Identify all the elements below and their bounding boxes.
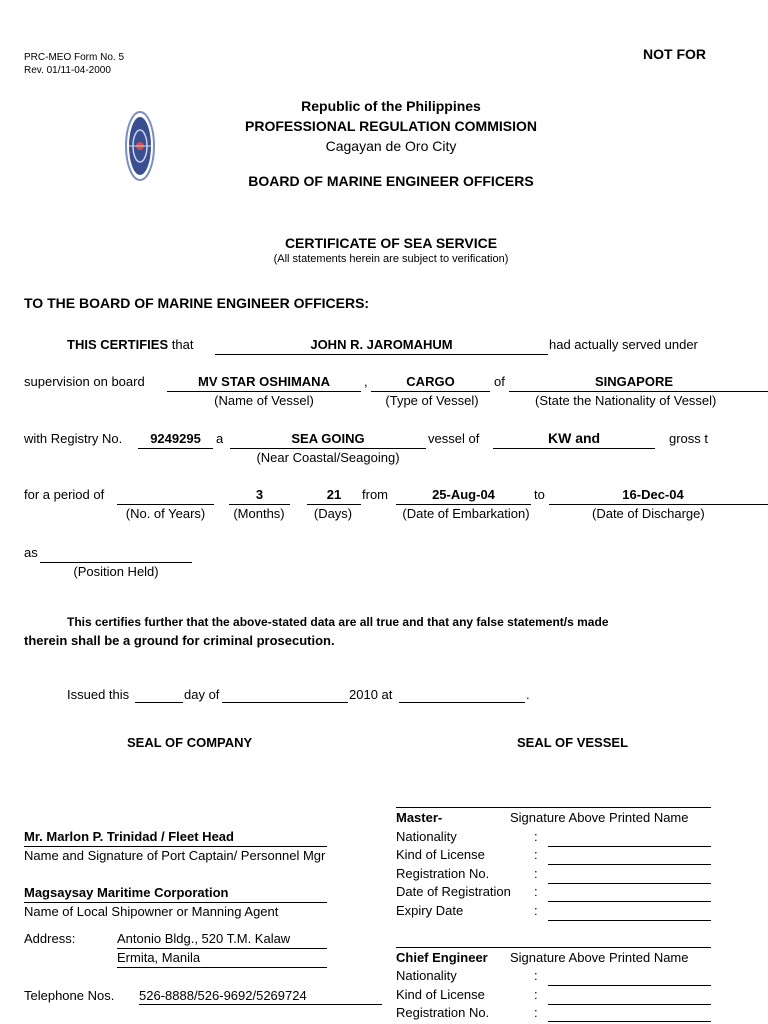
certifies-that: that [171, 337, 194, 352]
certifies-lead [67, 337, 193, 352]
months-line [229, 504, 290, 505]
republic-heading: Republic of the Philippines [301, 98, 481, 114]
master-field-expiry: Expiry Date [396, 903, 464, 918]
registry-line [138, 448, 213, 449]
commission-heading: PROFESSIONAL REGULATION COMMISION [245, 118, 537, 134]
of-text: of [494, 374, 505, 389]
address-line-1: Antonio Bldg., 520 T.M. Kalaw [117, 931, 291, 946]
chief-signature-line [396, 947, 711, 948]
chief-colon: : [534, 987, 538, 1002]
master-field-nationality: Nationality [396, 829, 457, 844]
form-revision: Rev. 01/11-04-2000 [24, 65, 111, 76]
master-colon: : [534, 829, 538, 844]
sea-type-value: SEA GOING [291, 431, 365, 446]
discharge-line [549, 504, 768, 505]
master-colon: : [534, 847, 538, 862]
certificate-title: CERTIFICATE OF SEA SERVICE [284, 235, 498, 251]
manning-agent-name: Magsaysay Maritime Corporation [24, 885, 229, 900]
embarkation-line [396, 504, 531, 505]
vessel-type-line [371, 391, 490, 392]
issued-period: . [526, 687, 530, 702]
master-colon: : [534, 884, 538, 899]
chief-field-license: Kind of License [396, 987, 485, 1002]
master-expiry-line [548, 920, 711, 921]
chief-nationality-line [548, 985, 711, 986]
chief-engineer-title: Chief Engineer [396, 950, 488, 965]
not-for-label: NOT FOR [643, 46, 706, 62]
vessel-nationality-line [509, 391, 768, 392]
a-text: a [216, 431, 224, 446]
months-value: 3 [255, 487, 264, 502]
master-colon: : [534, 866, 538, 881]
to-text: to [534, 487, 545, 502]
days-label: (Days) [313, 506, 353, 521]
registry-value: 9249295 [150, 431, 201, 446]
master-field-registration: Registration No. [396, 866, 490, 881]
gross-text: gross t [669, 431, 709, 446]
form-number: PRC-MEO Form No. 5 [24, 52, 125, 63]
registry-text: with Registry No. [24, 431, 123, 446]
seal-of-vessel: SEAL OF VESSEL [517, 735, 629, 750]
manning-agent-label: Name of Local Shipowner or Manning Agent [24, 904, 279, 919]
address-line-2: Ermita, Manila [117, 950, 201, 965]
seal-of-company: SEAL OF COMPANY [127, 735, 253, 750]
seafarer-name-value: JOHN R. JAROMAHUM [310, 337, 453, 352]
address-line-1-rule [117, 948, 327, 949]
served-under-text: had actually served under [549, 337, 698, 352]
port-captain-line [24, 846, 327, 847]
vessel-nationality-value: SINGAPORE [594, 374, 673, 389]
days-value: 21 [326, 487, 342, 502]
months-label: (Months) [233, 506, 285, 521]
telephone-line [139, 1004, 382, 1005]
address-label: Address: [24, 931, 76, 946]
issued-day-line [135, 702, 183, 703]
year-at-text: 2010 at [349, 687, 393, 702]
vessel-name-value: MV STAR OSHIMANA [198, 374, 330, 389]
days-line [307, 504, 361, 505]
embarkation-label: (Date of Embarkation) [402, 506, 530, 521]
vessel-name-line [167, 391, 361, 392]
chief-signature-label: Signature Above Printed Name [510, 950, 689, 965]
comma: , [364, 374, 368, 389]
master-title: Master- [396, 810, 443, 825]
position-line [40, 562, 192, 563]
sea-type-line [230, 448, 426, 449]
chief-field-registration: Registration No. [396, 1005, 490, 1020]
master-colon: : [534, 903, 538, 918]
telephone-value: 526-8888/526-9692/5269724 [139, 988, 307, 1003]
vessel-nationality-label: (State the Nationality of Vessel) [535, 393, 717, 408]
from-text: from [362, 487, 388, 502]
master-field-license: Kind of License [396, 847, 485, 862]
telephone-label: Telephone Nos. [24, 988, 115, 1003]
issued-place-line [399, 702, 525, 703]
vessel-name-label: (Name of Vessel) [214, 393, 314, 408]
master-license-line [548, 864, 711, 865]
vessel-of-text: vessel of [428, 431, 480, 446]
chief-colon: : [534, 1005, 538, 1020]
certify-further-line-2: therein shall be a ground for criminal prosecution. [24, 633, 335, 648]
chief-license-line [548, 1004, 711, 1005]
discharge-label: (Date of Discharge) [592, 506, 705, 521]
port-captain-name: Mr. Marlon P. Trinidad / Fleet Head [24, 829, 234, 844]
years-label: (No. of Years) [125, 506, 206, 521]
discharge-value: 16-Dec-04 [622, 487, 684, 502]
chief-colon: : [534, 968, 538, 983]
master-signature-line [396, 807, 711, 808]
master-field-date-registration: Date of Registration [396, 884, 511, 899]
board-heading: BOARD OF MARINE ENGINEER OFFICERS [248, 173, 534, 189]
manning-agent-line [24, 902, 327, 903]
kw-value: KW and [548, 430, 601, 446]
supervision-text: supervision on board [24, 374, 145, 389]
as-text: as [24, 545, 38, 560]
certifies-bold: THIS CERTIFIES [67, 337, 169, 352]
years-line [117, 504, 214, 505]
city-heading: Cagayan de Oro City [325, 138, 457, 154]
certificate-subtitle: (All statements herein are subject to verification) [273, 253, 509, 265]
issued-month-line [222, 702, 348, 703]
certify-further-line-1: This certifies further that the above-stated data are all true and that any false statement/s made [67, 615, 609, 629]
sea-type-label: (Near Coastal/Seagoing) [256, 450, 400, 465]
chief-field-nationality: Nationality [396, 968, 457, 983]
issued-this-text: Issued this [67, 687, 130, 702]
period-text: for a period of [24, 487, 105, 502]
master-registration-line [548, 883, 711, 884]
address-line-2-rule [117, 967, 327, 968]
master-nationality-line [548, 846, 711, 847]
position-label: (Position Held) [73, 564, 159, 579]
addressee: TO THE BOARD OF MARINE ENGINEER OFFICERS: [24, 295, 370, 311]
day-of-text: day of [184, 687, 220, 702]
chief-registration-line [548, 1021, 711, 1022]
port-captain-label: Name and Signature of Port Captain/ Personnel Mgr [24, 848, 326, 863]
vessel-type-value: CARGO [406, 374, 455, 389]
kw-line [493, 448, 655, 449]
seafarer-name-line [215, 354, 548, 355]
master-date-registration-line [548, 901, 711, 902]
embarkation-value: 25-Aug-04 [432, 487, 495, 502]
vessel-type-label: (Type of Vessel) [385, 393, 479, 408]
master-signature-label: Signature Above Printed Name [510, 810, 689, 825]
